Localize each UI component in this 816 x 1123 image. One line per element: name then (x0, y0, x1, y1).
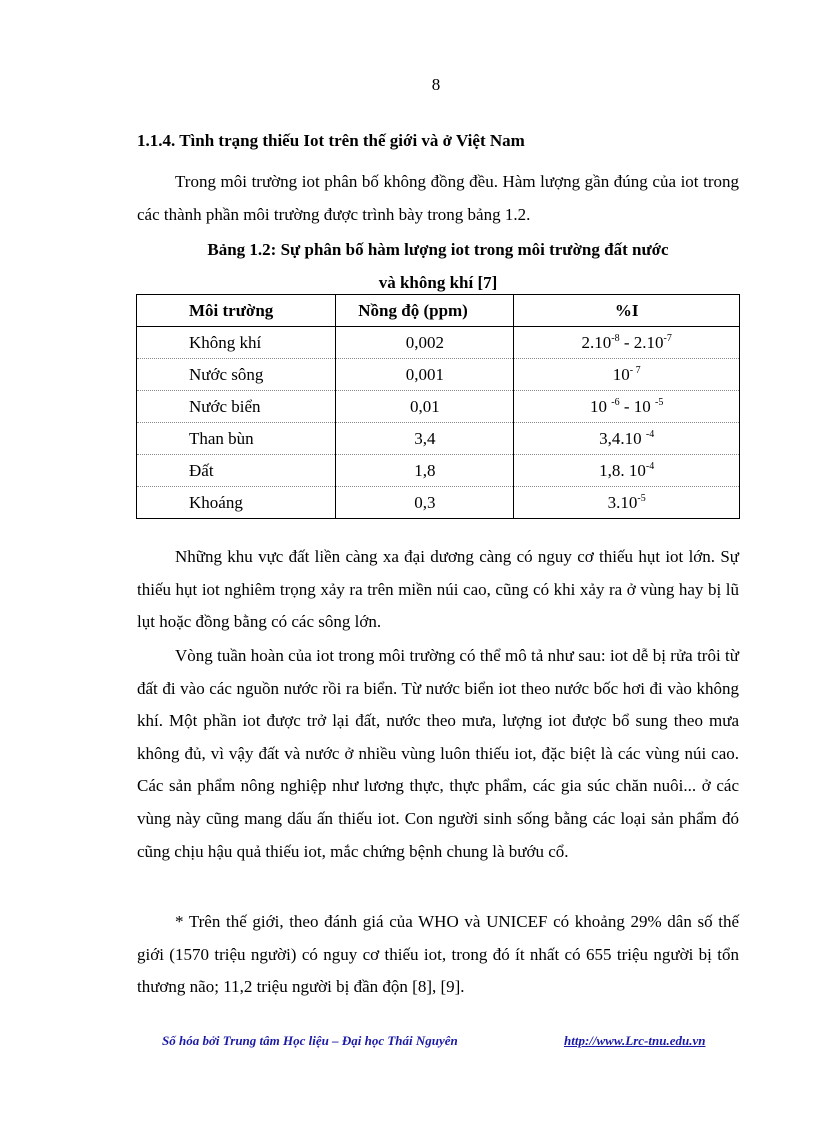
header-percent-iodine: %I (514, 295, 740, 327)
iodine-distribution-table (136, 294, 740, 519)
cell-environment: Than bùn (137, 423, 336, 455)
table-caption-line1: Bảng 1.2: Sự phân bố hàm lượng iot trong môi trường đất nước (207, 240, 669, 259)
table-caption (137, 233, 739, 299)
body-paragraph-2 (137, 640, 739, 868)
table-header-row (137, 295, 740, 327)
table-row (137, 423, 740, 455)
cell-concentration: 3,4 (336, 423, 514, 455)
cell-environment: Đất (137, 455, 336, 487)
cell-percent: $10^{- 7}$ (514, 359, 740, 391)
table-row (137, 327, 740, 359)
intro-text: Trong môi trường iot phân bố không đồng đều. Hàm lượng gần đúng của iot trong các thành phần môi trường được trình bày trong bảng 1.2. (137, 172, 739, 224)
cell-concentration: 0,001 (336, 359, 514, 391)
paragraph-text: * Trên thế giới, theo đánh giá của WHO và UNICEF có khoảng 29% dân số thế giới (1570 triệu người) có nguy cơ thiếu iot, trong đó ít nhất có 655 triệu người bị tổn thương não; 11,2 triệu người bị đần độn [8], [9]. (137, 912, 739, 997)
cell-percent: 1,8. $10^{-4}$ (514, 455, 740, 487)
cell-concentration: 0,002 (336, 327, 514, 359)
cell-percent: 3,4.10 $^{-4}$ (514, 423, 740, 455)
body-paragraph-3 (137, 906, 739, 1004)
table-caption-line2: và không khí [7] (378, 273, 498, 292)
cell-environment: Nước sông (137, 359, 336, 391)
cell-concentration: 0,01 (336, 391, 514, 423)
table-row (137, 359, 740, 391)
cell-percent: 10 $^{-6}$ - 10 $^{-5}$ (514, 391, 740, 423)
cell-environment: Không khí (137, 327, 336, 359)
intro-paragraph (137, 166, 739, 231)
cell-environment: Nước biển (137, 391, 336, 423)
cell-environment: Khoáng (137, 487, 336, 519)
body-paragraph-1 (137, 541, 739, 639)
header-environment: Môi trường (137, 295, 336, 327)
table-row (137, 487, 740, 519)
paragraph-text: Vòng tuần hoàn của iot trong môi trường có thể mô tả như sau: iot dễ bị rửa trôi từ đất đi vào các nguồn nước rồi ra biển. Từ nước biển iot theo nước bốc hơi đi vào không khí. Một phần iot được trở lại đất, nước theo mưa, lượng iot được bổ sung theo mưa không đủ, vì vậy đất và nước ở nhiều vùng luôn thiếu iot, đặc biệt là các vùng núi cao. Các sản phẩm nông nghiệp như lương thực, thực phẩm, các gia súc chăn nuôi... ở các vùng này cũng mang dấu ấn thiếu iot. Con người sinh sống bằng các loại sản phẩm đó cũng chịu hậu quả thiếu iot, mắc chứng bệnh chung là bướu cổ. (137, 646, 739, 861)
cell-percent: $3.10^{-5}$ (514, 487, 740, 519)
cell-concentration: 0,3 (336, 487, 514, 519)
footer-link[interactable]: http://www.Lrc-tnu.edu.vn (564, 1033, 706, 1048)
cell-percent: $2.10^{-8} - 2.10^{-7}$ (514, 327, 740, 359)
header-concentration: Nồng độ (ppm) (336, 295, 514, 327)
table-row (137, 391, 740, 423)
cell-concentration: 1,8 (336, 455, 514, 487)
paragraph-text: Những khu vực đất liền càng xa đại dương càng có nguy cơ thiếu hụt iot lớn. Sự thiếu hụt iot nghiêm trọng xảy ra trên miền núi cao, cũng có khi xảy ra ở vùng hay bị lũ lụt hoặc đồng bằng có các sông lớn. (137, 547, 739, 632)
footer-credit: Số hóa bởi Trung tâm Học liệu – Đại học Thái Nguyên (162, 1033, 458, 1048)
page-number: 8 (431, 75, 441, 94)
section-heading: 1.1.4. Tình trạng thiếu Iot trên thế giới và ở Việt Nam (137, 131, 525, 150)
table-row (137, 455, 740, 487)
